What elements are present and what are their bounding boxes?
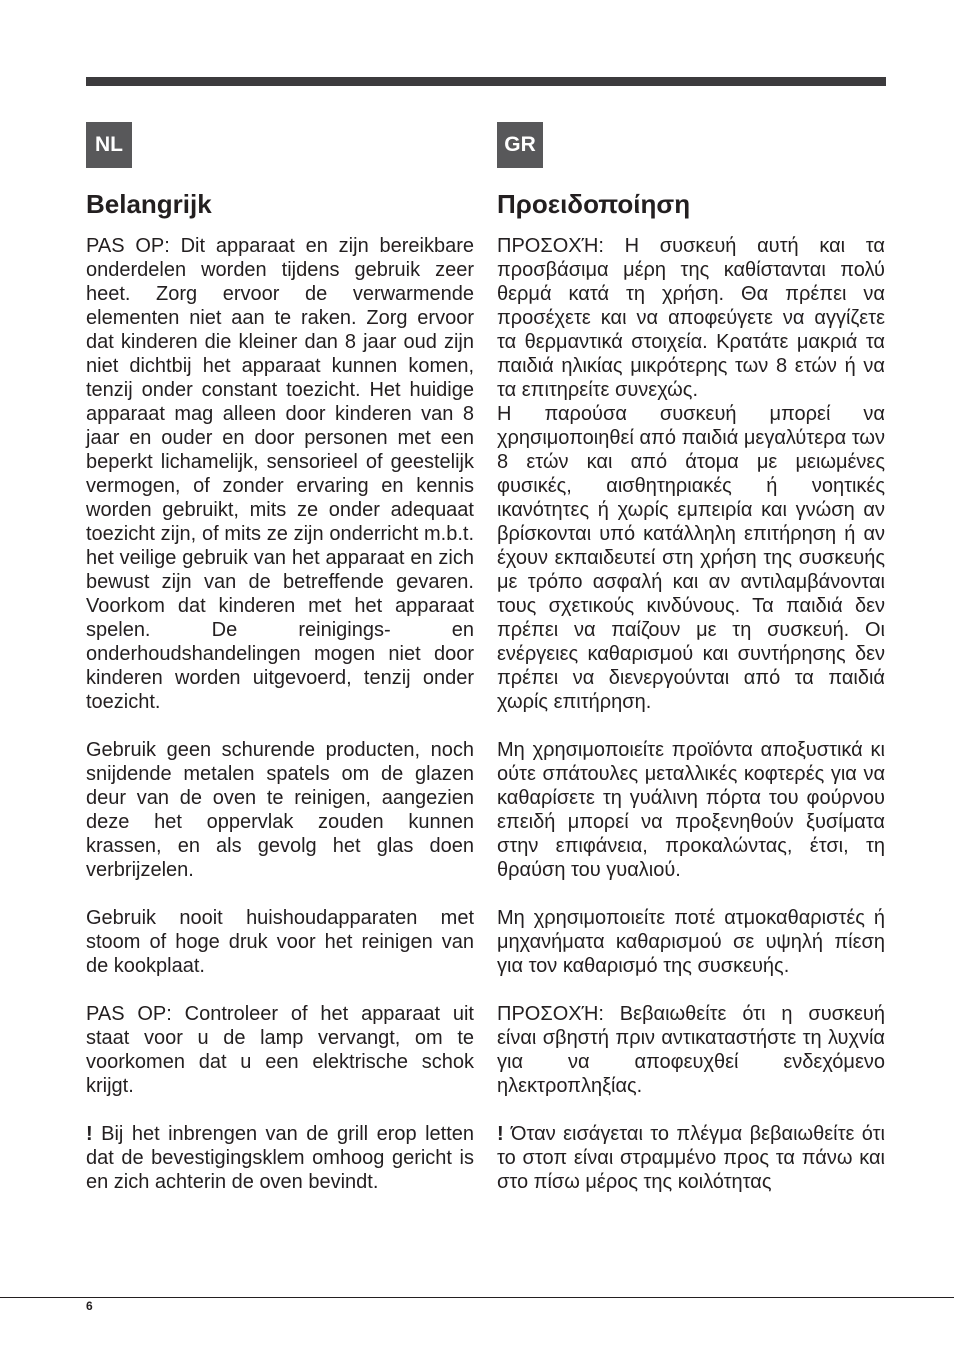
language-badge-nl: NL (86, 122, 132, 168)
paragraph-lamp-nl: PAS OP: Controleer of het apparaat uit staat voor u de lamp vervangt, om te voorkomen dat u een elektrische schok krijgt. (86, 1003, 474, 1097)
paragraph-cleaning-gr: Μη χρησιμοποιείτε προϊόντα αποξυστικά κι ούτε σπάτουλες μεταλλικές κοφτερές για να καθαρίσετε τη γυάλινη πόρτα του φούρνου επειδή μπορεί να προξενηθούν ξυσίματα στην επιφάνεια, προκαλώντας, έτσι, τη θραύση του γυαλιού. (497, 739, 885, 881)
paragraph-grill-nl (86, 1122, 474, 1194)
section-title-gr: Προειδοποίηση (497, 189, 691, 219)
paragraph-grill-gr (497, 1122, 885, 1194)
footer-rule (0, 1297, 954, 1298)
paragraph-steam-nl: Gebruik nooit huishoudapparaten met stoom of hoge druk voor het reinigen van de kookplaat. (86, 907, 474, 977)
header-rule (86, 77, 886, 86)
exclamation-icon: ! (497, 1123, 504, 1145)
section-title-nl: Belangrijk (86, 189, 212, 219)
paragraph-grill-text-gr: Όταν εισάγεται το πλέγμα βεβαιωθείτε ότι το στοπ είναι στραμμένο προς τα πάνω και στο πίσω μέρος της κοιλότητας (497, 1123, 885, 1193)
exclamation-icon: ! (86, 1123, 93, 1145)
paragraph-cleaning-nl: Gebruik geen schurende producten, noch snijdende metalen spatels om de glazen deur van de oven te reinigen, aangezien deze het oppervlak zouden kunnen krassen, en als gevolg het glas doen verbrijzelen. (86, 739, 474, 881)
paragraph-children-gr: Η παρούσα συσκευή μπορεί να χρησιμοποιηθεί από παιδιά μεγαλύτερα των 8 ετών και από άτομα με μειωμένες φυσικές, αισθητηριακές ή νοητικές ικανότητες ή χωρίς εμπειρία και γνώση αν βρίσκονται υπό κατάλληλη επιτήρηση ή αν έχουν εκπαιδευτεί στη χρήση της συσκευής με τρόπο ασφαλή και αν αντιλαμβάνονται τους σχετικούς κινδύνους. Τα παιδιά δεν πρέπει να παίζουν με τη συσκευή. Οι ενέργειες καθαρισμού και συντήρησης δεν πρέπει να διενεργούνται από τα παιδιά χωρίς επιτήρηση. (497, 403, 885, 713)
column-greek (497, 122, 885, 1194)
column-dutch (86, 122, 474, 1194)
language-badge-gr: GR (497, 122, 543, 168)
paragraph-lamp-gr: ΠΡΟΣΟΧΉ: Βεβαιωθείτε ότι η συσκευή είναι σβηστή πριν αντικαταστήστε τη λυχνία για να αποφευχθεί ενδεχόμενο ηλεκτροπληξίας. (497, 1003, 885, 1097)
paragraph-steam-gr: Μη χρησιμοποιείτε ποτέ ατμοκαθαριστές ή μηχανήματα καθαρισμού σε υψηλή πίεση για τον καθαρισμό της συσκευής. (497, 907, 885, 977)
paragraph-warning-gr: ΠΡΟΣΟΧΉ: Η συσκευή αυτή και τα προσβάσιμα μέρη της καθίστανται πολύ θερμά κατά τη χρήση. Θα πρέπει να προσέχετε και να αποφεύγετε να αγγίζετε τα θερμαντικά στοιχεία. Κρατάτε μακριά τα παιδιά ηλικίας μικρότερης των 8 ετών ή να τα επιτηρείτε συνεχώς. (497, 235, 885, 401)
paragraph-grill-text-nl: Bij het inbrengen van de grill erop letten dat de bevestigingsklem omhoog gericht is en zich achterin de oven bevindt. (86, 1123, 474, 1193)
page-number: 6 (86, 1299, 93, 1313)
paragraph-warning-nl: PAS OP: Dit apparaat en zijn bereikbare onderdelen worden tijdens gebruik zeer heet. Zorg ervoor de verwarmende elementen niet aan te raken. Zorg ervoor dat kinderen die kleiner dan 8 jaar oud zijn niet dichtbij het apparaat kunnen komen, tenzij onder constant toezicht. Het huidige apparaat mag alleen door kinderen van 8 jaar en ouder en door personen met een beperkt lichamelijk, sensorieel of geestelijk vermogen, of zonder ervaring en kennis worden gebruikt, mits ze onder adequaat toezicht zijn, of mits ze zijn onderricht m.b.t. het veilige gebruik van het apparaat en zich bewust zijn van de betreffende gevaren. Voorkom dat kinderen met het apparaat spelen. De reinigings- en onderhoudshandelingen mogen niet door kinderen worden uitgevoerd, tenzij onder toezicht. (86, 235, 474, 713)
